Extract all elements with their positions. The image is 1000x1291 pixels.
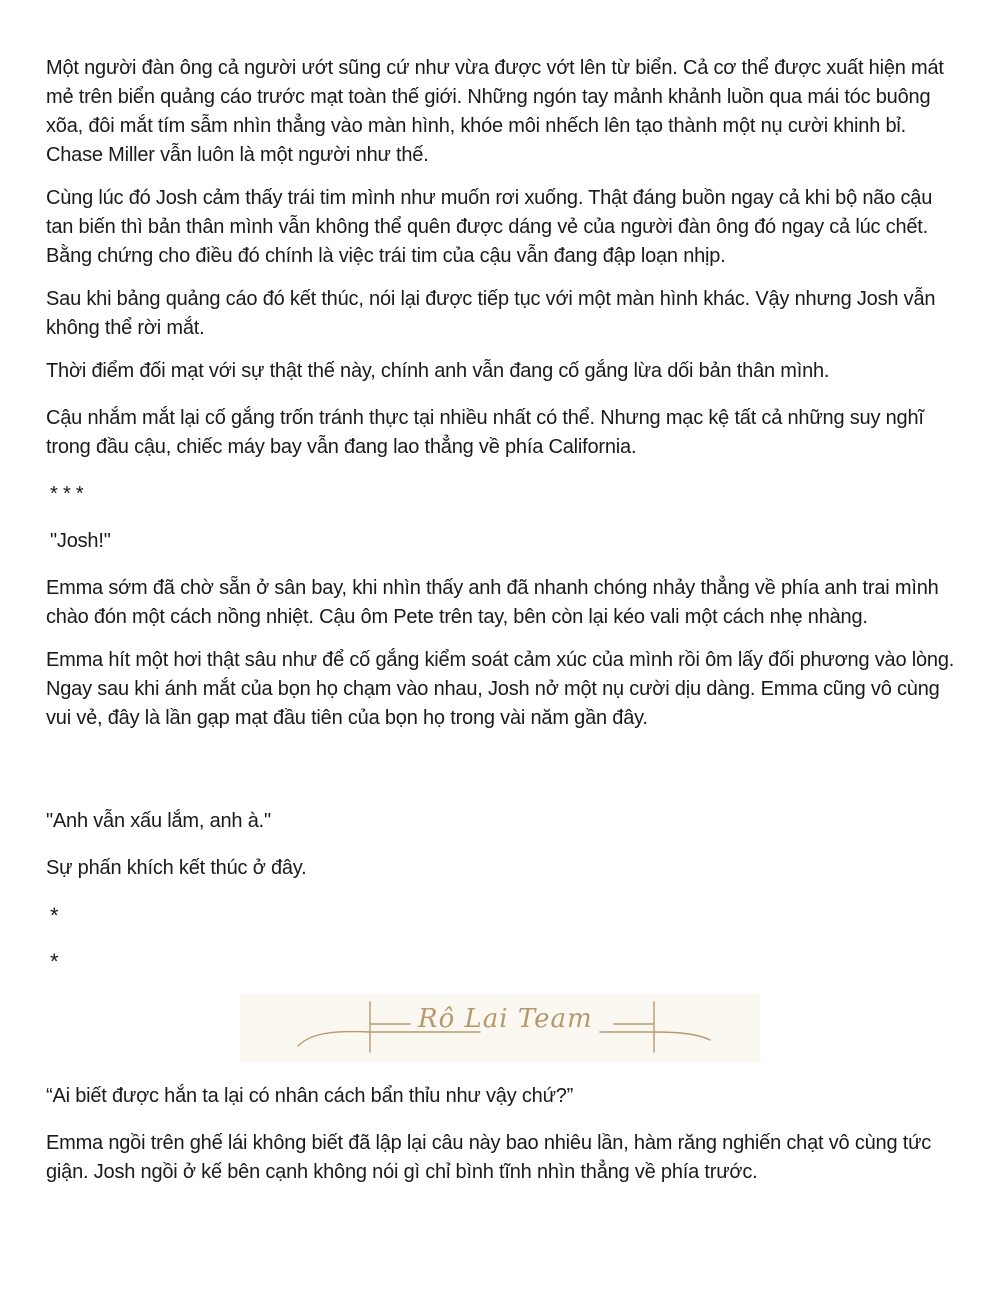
paragraph-4: Thời điểm đối mạt với sự thật thế này, chính anh vẫn đang cố gắng lừa dối bản thân mình.	[46, 360, 830, 382]
paragraph-6: "Josh!"	[50, 530, 111, 552]
paragraph-11: “Ai biết được hắn ta lại có nhân cách bẩn thỉu như vậy chứ?”	[46, 1085, 574, 1107]
star-separator-1: *	[50, 903, 59, 928]
team-logo	[240, 994, 760, 1062]
paragraph-10: Sự phấn khích kết thúc ở đây.	[46, 857, 307, 879]
paragraph-8: Emma hít một hơi thật sâu như để cố gắng kiểm soát cảm xúc của mình rồi ôm lấy đối phương vào lòng. Ngay sau khi ánh mắt của bọn họ chạm vào nhau, Josh nở một nụ cười dịu dàng. Emma cũng vô cùng vui vẻ, đây là lần gạp mạt đầu tiên của bọn họ trong vài năm gần đây.	[46, 649, 955, 729]
logo-text: Rô Lai Team	[418, 1004, 593, 1034]
paragraph-3: Sau khi bảng quảng cáo đó kết thúc, nói lại được tiếp tục với một màn hình khác. Vậy nhưng Josh vẫn không thể rời mắt.	[46, 288, 936, 339]
section-separator: * * *	[50, 483, 84, 505]
paragraph-9: "Anh vẫn xấu lắm, anh à."	[46, 810, 271, 832]
star-separator-2: *	[50, 949, 59, 974]
paragraph-12: Emma ngồi trên ghế lái không biết đã lập lại câu này bao nhiêu lần, hàm răng nghiến chạt vô cùng tức giận. Josh ngồi ở kế bên cạnh không nói gì chỉ bình tĩnh nhìn thẳng về phía trước.	[46, 1132, 932, 1183]
paragraph-1: Một người đàn ông cả người ướt sũng cứ như vừa được vớt lên từ biển. Cả cơ thể được xuất hiện mát mẻ trên biển quảng cáo trước mạt toàn thế giới. Những ngón tay mảnh khảnh luồn qua mái tóc buông xõa, đôi mắt tím sẫm nhìn thẳng vào màn hình, khóe môi nhếch lên tạo thành một nụ cười khinh bỉ. Chase Miller vẫn luôn là một người như thế.	[46, 57, 944, 166]
paragraph-2: Cùng lúc đó Josh cảm thấy trái tim mình như muốn rơi xuống. Thật đáng buồn ngay cả khi bộ não cậu tan biến thì bản thân mình vẫn không thể quên được dáng vẻ của người đàn ông đó ngay cả lúc chết. Bằng chứng cho điều đó chính là việc trái tim của cậu vẫn đang đập loạn nhịp.	[46, 187, 933, 267]
document-body	[46, 54, 958, 1187]
paragraph-7: Emma sớm đã chờ sẵn ở sân bay, khi nhìn thấy anh đã nhanh chóng nhảy thẳng về phía anh trai mình chào đón một cách nồng nhiệt. Cậu ôm Pete trên tay, bên còn lại kéo vali một cách nhẹ nhàng.	[46, 577, 939, 628]
paragraph-5: Cậu nhắm mắt lại cố gắng trốn tránh thực tại nhiều nhất có thể. Nhưng mạc kệ tất cả những suy nghĩ trong đầu cậu, chiếc máy bay vẫn đang lao thẳng về phía California.	[46, 407, 924, 458]
